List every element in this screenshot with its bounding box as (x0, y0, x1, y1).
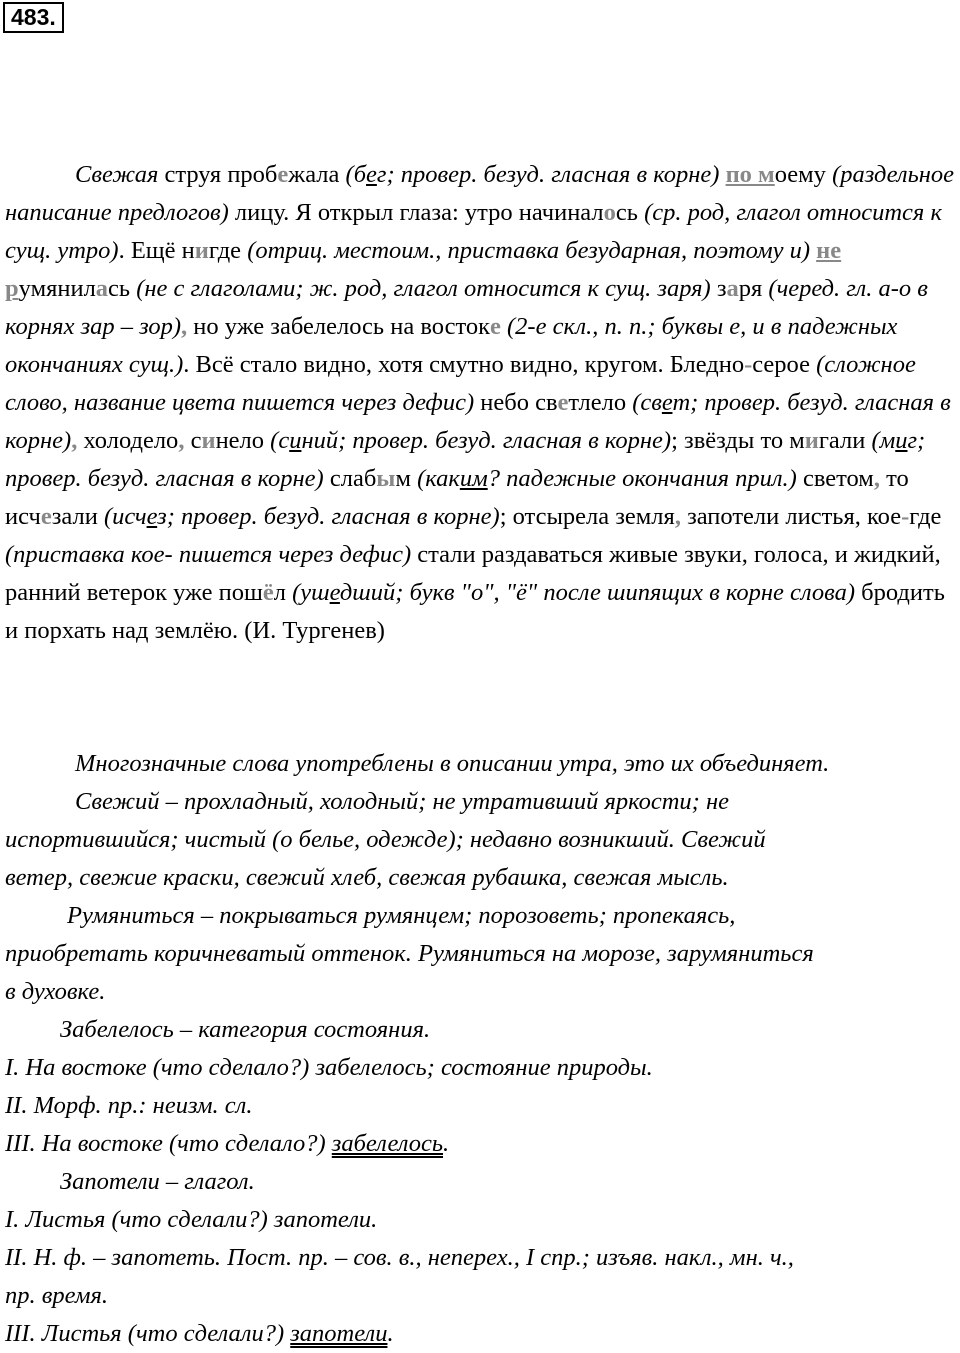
passage-segment: зали (51, 503, 104, 530)
analysis-line (5, 973, 959, 1011)
analysis-segment: испортившийся; чистый (о белье, одежде); недавно возникший. Свежий (5, 826, 766, 853)
passage-segment: и (194, 237, 209, 264)
passage-segment: и (289, 427, 302, 454)
passage-segment: не р (5, 237, 842, 302)
passage-segment: дший; букв "о", "ё" после шипящих в корне слова) (339, 579, 856, 606)
passage-segment: г; провер. безуд. гласная в корне) (5, 427, 926, 492)
passage-segment: стали раздаваться живые звуки, голоса, и жидкий, ранний ветерок уже пош (5, 541, 941, 606)
analysis-line (5, 1087, 959, 1125)
passage-text (5, 156, 959, 650)
passage-segment: е (366, 161, 377, 188)
passage-segment: г; провер. безуд. гласная в корне) (376, 161, 720, 188)
analysis-segment: пр. время. (5, 1282, 109, 1309)
analysis-segment: . (387, 1320, 394, 1347)
analysis-line (5, 1201, 959, 1239)
passage-segment: ; отсырела земля (499, 503, 675, 530)
passage-segment: т; провер. безуд. гласная в корне) (5, 389, 951, 454)
passage-segment: светом (796, 465, 874, 492)
analysis-segment: запотели (290, 1320, 388, 1347)
passage-segment: серое (752, 351, 817, 378)
analysis-segment: II. Морф. пр.: неизм. сл. (5, 1092, 253, 1119)
passage-segment: (с (270, 427, 290, 454)
passage-segment: умянил (18, 275, 96, 302)
analysis-line (5, 859, 959, 897)
passage-segment: , (674, 503, 681, 530)
analysis-line (5, 1011, 959, 1049)
analysis-segment: Запотели – глагол. (60, 1168, 255, 1195)
passage-segment: , (178, 427, 185, 454)
analysis-line (5, 1277, 959, 1315)
analysis-line (5, 1239, 959, 1277)
analysis-line (5, 1049, 959, 1087)
analysis-line (5, 1163, 959, 1201)
passage-segment: ря (738, 275, 769, 302)
analysis-segment: в духовке. (5, 978, 106, 1005)
passage-segment: где (909, 503, 942, 530)
passage-segment: по м (725, 161, 775, 188)
passage-segment: . Всё стало видно, хотя смутно видно, кругом. Бледно (183, 351, 745, 378)
passage-segment: (приставка кое- пишется через дефис) (5, 541, 412, 568)
passage-segment: но уже забелелось на восток (187, 313, 491, 340)
passage-segment: ы (376, 465, 396, 492)
passage-segment: ? падежные окончания прил.) (487, 465, 797, 492)
passage-segment: (б (345, 161, 367, 188)
passage-segment: а (95, 275, 109, 302)
passage-segment: (уш (292, 579, 330, 606)
passage-segment: запотели листья, кое (680, 503, 902, 530)
analysis-segment: . (443, 1130, 450, 1157)
passage-segment: лицу. Я открыл глаза: утро начинал (228, 199, 604, 226)
passage-segment: ний; провер. безуд. гласная в корне) (301, 427, 672, 454)
passage-segment: , (71, 427, 78, 454)
analysis-segment: III. Листья (что сделали?) (5, 1320, 291, 1347)
analysis-segment: Свежий – прохладный, холодный; не утративший яркости; не (75, 788, 729, 815)
analysis-segment: ветер, свежие краски, свежий хлеб, свежая рубашка, свежая мысль. (5, 864, 729, 891)
analysis-segment: I. На востоке (что сделало?) забелелось; состояние природы. (5, 1054, 653, 1081)
passage-segment: з; провер. безуд. гласная в корне) (157, 503, 500, 530)
passage-segment: небо св (474, 389, 558, 416)
analysis-segment: II. Н. ф. – запотеть. Пост. пр. – сов. в., неперех., I спр.; изъяв. накл., мн. ч., (5, 1244, 794, 1271)
passage-segment: з (710, 275, 727, 302)
passage-segment: (2-е скл., п. п.; буквы е, и в падежных окончаниях сущ.) (5, 313, 898, 378)
analysis-segment: Румяниться – покрываться румянцем; порозоветь; пропекаясь, (67, 902, 736, 929)
analysis-line (5, 897, 959, 935)
passage-segment: - (901, 503, 910, 530)
passage-segment: слаб (323, 465, 377, 492)
task-number: 483. (3, 2, 64, 33)
passage-segment: тлело (568, 389, 633, 416)
passage-segment: где (208, 237, 248, 264)
passage-segment: им (459, 465, 488, 492)
passage-segment: (не с глаголами; ж. род, глагол относится к сущ. заря) (136, 275, 711, 302)
passage-segment: и (804, 427, 819, 454)
passage-segment: , (181, 313, 188, 340)
passage-segment: бродить и порхать над землёю. (И. Тургенев) (5, 579, 945, 644)
passage-segment: м (395, 465, 418, 492)
passage-segment: то исч (5, 465, 909, 530)
passage-segment: и (201, 427, 216, 454)
passage-segment: (как (417, 465, 460, 492)
passage-segment: Свежая (75, 161, 159, 188)
passage-segment: сь (615, 199, 645, 226)
passage-segment: . Ещё н (118, 237, 195, 264)
passage-segment: сь (108, 275, 137, 302)
analysis-line (5, 821, 959, 859)
passage-segment: ; звёзды то м (671, 427, 805, 454)
analysis-segment: Многозначные слова употреблены в описании утра, это их объединяет. (75, 750, 830, 777)
passage-segment: гали (818, 427, 872, 454)
passage-segment: е (40, 503, 52, 530)
analysis-line (5, 935, 959, 973)
passage-segment: (сложное слово, название цвета пишется через дефис) (5, 351, 916, 416)
passage-segment: оему (774, 161, 833, 188)
passage-segment: - (744, 351, 753, 378)
passage-segment: е (490, 313, 501, 340)
passage-segment: (черед. гл. а-о в корнях зар – зор) (5, 275, 928, 340)
passage-segment: е (329, 579, 340, 606)
analysis-line (5, 745, 959, 783)
passage-segment: жала (288, 161, 346, 188)
word-analysis (5, 745, 959, 1353)
analysis-segment: I. Листья (что сделали?) запотели. (5, 1206, 378, 1233)
analysis-segment: забелелось (331, 1130, 443, 1157)
analysis-line (5, 1125, 959, 1163)
analysis-segment: приобретать коричневатый оттенок. Румяниться на морозе, зарумяниться (5, 940, 814, 967)
passage-segment: (м (871, 427, 896, 454)
passage-segment: е (557, 389, 569, 416)
passage-segment: а (726, 275, 739, 302)
analysis-line (5, 783, 959, 821)
passage-segment: , (873, 465, 880, 492)
analysis-line (5, 1315, 959, 1353)
analysis-segment: Забелелось – категория состояния. (60, 1016, 431, 1043)
passage-segment: (отриц. местоим., приставка безударная, поэтому и) (247, 237, 810, 264)
passage-segment: (ср. род, глагол относится к сущ. утро) (5, 199, 942, 264)
passage-segment: е (277, 161, 289, 188)
passage-segment: е (146, 503, 158, 530)
passage-segment: ё (262, 579, 274, 606)
passage-segment: е (661, 389, 673, 416)
analysis-segment: III. На востоке (что сделало?) (5, 1130, 332, 1157)
passage-segment: л (273, 579, 293, 606)
passage-segment: (исч (103, 503, 147, 530)
passage-segment: (раздельное написание предлогов) (5, 161, 955, 226)
passage-segment: и (895, 427, 908, 454)
passage-segment: (св (632, 389, 662, 416)
passage-segment: с (184, 427, 202, 454)
passage-segment: струя проб (158, 161, 278, 188)
passage-segment: холодело (77, 427, 179, 454)
passage-segment: о (603, 199, 616, 226)
passage-segment: нело (215, 427, 271, 454)
